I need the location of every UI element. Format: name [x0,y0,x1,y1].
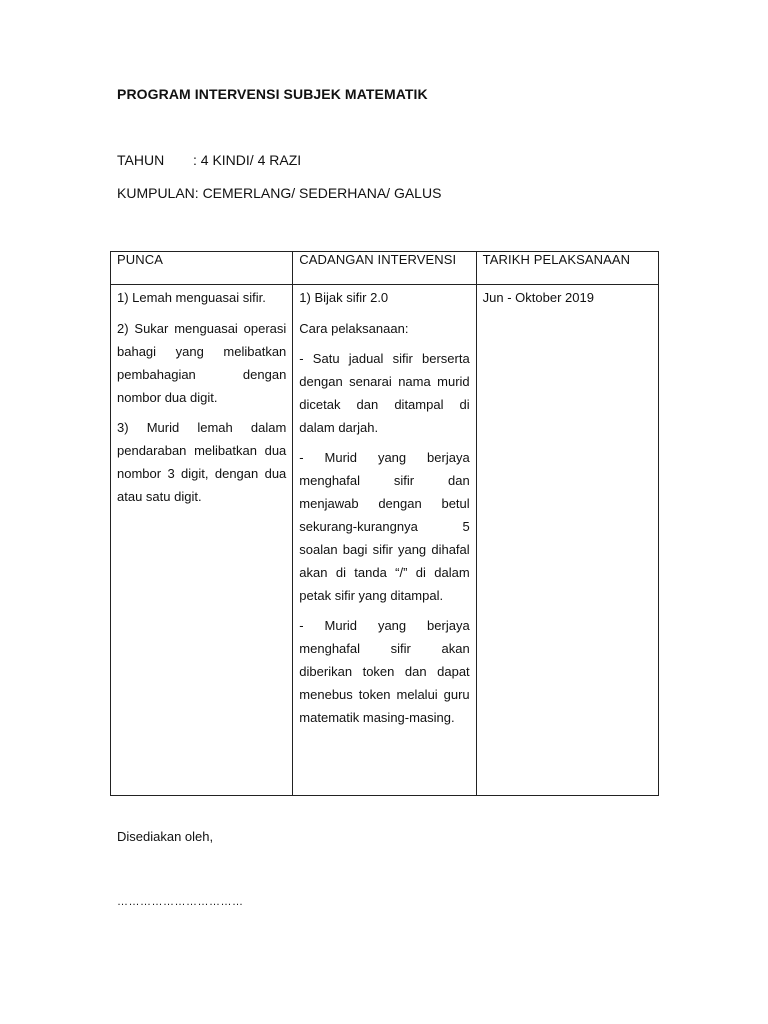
header-tarikh-pelaksanaan: TARIKH PELAKSANAAN [476,252,658,285]
header-punca: PUNCA [111,252,293,285]
cadangan-cell [293,285,476,796]
cadangan-item-4: - Murid yang berjaya menghafal sifir dan menjawab dengan betul sekurang-kurangnya 5 soalan bagi sifir yang dihafal akan di tanda “/” di dalam petak sifir yang ditampal. [299,450,470,603]
tahun-line [117,152,301,168]
kumpulan-line: KUMPULAN: CEMERLANG/ SEDERHANA/ GALUS [117,185,442,201]
tarikh-value: Jun - Oktober 2019 [482,290,594,305]
header-cadangan-intervensi: CADANGAN INTERVENSI [293,252,476,285]
tahun-value: : 4 KINDI/ 4 RAZI [193,152,302,168]
tarikh-cell [476,285,658,796]
cadangan-item-5: - Murid yang berjaya menghafal sifir akan diberikan token dan dapat menebus token melalui guru matematik masing-masing. [299,618,470,725]
cadangan-item-2: Cara pelaksanaan: [299,321,409,336]
punca-item-1: 1) Lemah menguasai sifir. [117,290,266,305]
prepared-by-label: Disediakan oleh, [117,829,214,844]
signature-line: …………………………… [117,896,244,908]
table-header-row [111,252,659,285]
punca-item-3: 3) Murid lemah dalam pendaraban melibatkan dua nombor 3 digit, dengan dua atau satu digit. [117,420,287,504]
punca-cell [111,285,293,796]
punca-item-2: 2) Sukar menguasai operasi bahagi yang melibatkan pembahagian dengan nombor dua digit. [117,321,287,405]
document-title: PROGRAM INTERVENSI SUBJEK MATEMATIK [117,86,428,102]
cadangan-item-3: - Satu jadual sifir berserta dengan senarai nama murid dicetak dan ditampal di dalam darjah. [299,351,470,435]
tahun-label: TAHUN [117,152,165,168]
table-row [111,285,659,796]
cadangan-item-1: 1) Bijak sifir 2.0 [299,290,389,305]
intervention-table [110,251,659,796]
